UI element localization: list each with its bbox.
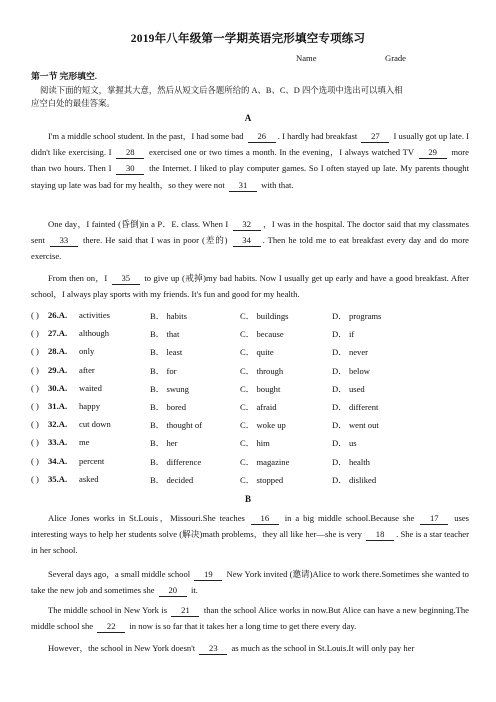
option-b[interactable]: B． that (150, 329, 180, 340)
question-row (31, 346, 471, 359)
option-d[interactable]: D． if (332, 329, 355, 340)
instructions-cont (31, 97, 471, 110)
option-d[interactable]: D． never (332, 347, 369, 358)
passage-b-paragraph-4 (31, 640, 469, 656)
text-run: One day，I fainted (昏倒)in a P．E. class. When I (48, 219, 229, 229)
question-row (31, 456, 471, 469)
blank-18[interactable]: 18 (366, 529, 394, 541)
passage-a-paragraph-3 (31, 270, 469, 302)
text-run: in a big middle school.Because she (284, 513, 415, 523)
option-a[interactable]: happy (79, 401, 101, 411)
option-a[interactable]: waited (79, 382, 102, 393)
option-c[interactable]: C． because (240, 329, 284, 340)
text-run: uses interesting ways to help her students solve (解决)math problems，they all like her—she is very (31, 513, 469, 540)
name-field-label: Name (296, 53, 317, 63)
blank-32[interactable]: 32 (233, 219, 261, 231)
blank-27[interactable]: 27 (361, 131, 389, 143)
text-run: to give up (戒掉)my bad habits. Now I usually get up early and have a good breakfast. After school，I always play sports with my friends. It's fun and good for my health. (31, 273, 469, 300)
option-d[interactable]: D． used (332, 383, 365, 394)
text-run: ，I was in the hospital. The doctor said that my classmates sent (31, 219, 469, 246)
answer-bracket[interactable]: ( ) (31, 328, 39, 339)
answer-bracket[interactable]: ( ) (31, 310, 39, 320)
text-run: exercised one or two times a month. In the evening，I always watched TV (148, 147, 414, 158)
question-number: 31.A. (48, 401, 68, 411)
passage-b-label: B (244, 494, 251, 504)
option-a[interactable]: asked (79, 473, 99, 484)
passage-b-paragraph-1 (31, 510, 469, 559)
question-row (31, 328, 471, 341)
option-b[interactable]: B． thought of (150, 420, 203, 431)
blank-28[interactable]: 28 (116, 147, 144, 159)
question-row (31, 310, 471, 323)
answer-bracket[interactable]: ( ) (31, 455, 39, 466)
text-run: I usually got up late. I didn't like exercising. I (31, 131, 469, 158)
option-d[interactable]: D． went out (332, 420, 379, 431)
question-row (31, 365, 471, 378)
answer-bracket[interactable]: ( ) (31, 419, 39, 430)
passage-b-paragraph-2 (31, 566, 469, 598)
option-c[interactable]: C． magazine (240, 456, 290, 467)
option-c[interactable]: C． woke up (240, 420, 286, 431)
blank-26[interactable]: 26 (248, 131, 276, 143)
answer-bracket[interactable]: ( ) (31, 401, 39, 411)
text-run: the Internet. I liked to play computer games. So I often stayed up late. My parents thought staying up late was bad for my health，so they were not (31, 163, 469, 190)
text-run: . She is a star teacher in her school. (31, 529, 469, 556)
option-a[interactable]: cut down (79, 419, 111, 430)
option-d[interactable]: D． health (332, 456, 370, 467)
blank-20[interactable]: 20 (159, 585, 187, 597)
question-number: 28.A. (48, 346, 68, 357)
worksheet-title: 2019年八年级第一学期英语完形填空专项练习 (130, 33, 366, 45)
text-run: Several days ago，a small middle school (48, 569, 191, 579)
blank-21[interactable]: 21 (171, 605, 199, 617)
passage-a-label: A (244, 113, 252, 123)
blank-23[interactable]: 23 (199, 643, 227, 655)
answer-bracket[interactable]: ( ) (31, 437, 39, 448)
option-c[interactable]: C． stopped (240, 474, 284, 485)
text-run: with that. (261, 179, 294, 190)
option-b[interactable]: B． habits (150, 311, 188, 321)
question-number: 34.A. (48, 455, 68, 466)
option-c[interactable]: C． quite (240, 347, 274, 358)
blank-30[interactable]: 30 (116, 163, 144, 175)
text-run: From then on，I (48, 273, 108, 283)
text-run: there. He said that I was in poor (差的) (82, 235, 228, 246)
option-a[interactable]: although (79, 328, 110, 339)
question-row (31, 437, 471, 450)
text-run: Alice Jones works in St.Louis，Missouri.She teaches (48, 513, 245, 523)
option-a[interactable]: percent (79, 455, 105, 466)
option-a[interactable]: after (79, 364, 95, 375)
blank-19[interactable]: 19 (194, 569, 222, 581)
question-number: 30.A. (48, 382, 68, 393)
blank-33[interactable]: 33 (50, 235, 78, 247)
section-heading: 第一节 完形填空. (31, 71, 97, 81)
option-b[interactable]: B． swung (150, 383, 189, 394)
option-a[interactable]: me (79, 437, 90, 448)
text-run: . I hardly had breakfast (277, 131, 358, 141)
passage-b-paragraph-3 (31, 602, 469, 634)
blank-29[interactable]: 29 (419, 147, 447, 159)
blank-22[interactable]: 22 (97, 621, 125, 633)
option-b[interactable]: B． difference (150, 456, 202, 467)
option-b[interactable]: B． for (150, 365, 177, 376)
answer-bracket[interactable]: ( ) (31, 473, 39, 484)
option-d[interactable]: D． below (332, 365, 370, 376)
passage-a-paragraph-2 (31, 216, 469, 265)
option-d[interactable]: D． us (332, 438, 357, 449)
text-run: than the school Alice works in now.But Alice can have a new beginning.The middle school she (31, 605, 469, 632)
blank-17[interactable]: 17 (420, 513, 448, 525)
text-run: it. (190, 585, 198, 596)
question-number: 33.A. (48, 437, 68, 448)
question-row (31, 419, 471, 432)
text-run: . Then he told me to eat breakfast every day and do more exercise. (31, 235, 470, 262)
option-d[interactable]: D． disliked (332, 474, 377, 485)
option-b[interactable]: B． bored (150, 402, 187, 412)
blank-34[interactable]: 34 (233, 235, 261, 247)
option-c[interactable]: C． through (240, 365, 284, 376)
option-b[interactable]: B． her (150, 438, 178, 449)
instructions (31, 84, 471, 97)
instructions-line-2: 应空白处的最佳答案。 (31, 99, 115, 108)
text-run: I'm a middle school student. In the past，I had some bad (48, 131, 244, 141)
question-row (31, 474, 471, 487)
option-a[interactable]: only (79, 346, 95, 357)
question-row (31, 401, 471, 414)
blank-35[interactable]: 35 (112, 273, 140, 285)
option-a[interactable]: activities (79, 310, 111, 320)
text-run: However，the school in New York doesn't (48, 643, 196, 653)
text-run: as much as the school in St.Louis.It will only pay her (231, 643, 415, 653)
blank-16[interactable]: 16 (251, 513, 279, 525)
question-number: 27.A. (48, 328, 68, 339)
question-number: 32.A. (48, 419, 68, 430)
blank-31[interactable]: 31 (229, 180, 257, 192)
answer-bracket[interactable]: ( ) (31, 346, 39, 357)
text-run: The middle school in New York is (48, 605, 168, 615)
question-row (31, 383, 471, 396)
text-run: New York invited (邀请)Alice to work there.Sometimes she wanted to take the new job and sometimes she (31, 569, 469, 596)
option-c[interactable]: C． buildings (240, 311, 289, 321)
answer-bracket[interactable]: ( ) (31, 382, 39, 393)
option-c[interactable]: C． afraid (240, 402, 277, 412)
option-c[interactable]: C． him (240, 438, 270, 449)
option-d[interactable]: D． programs (332, 311, 382, 321)
option-b[interactable]: B． decided (150, 474, 194, 485)
question-number: 35.A. (48, 473, 68, 484)
answer-bracket[interactable]: ( ) (31, 364, 39, 375)
question-number: 26.A. (48, 310, 68, 320)
text-run: more than two hours. Then I (31, 147, 469, 174)
text-run: in now is so far that it takes her a long time to get there every day. (129, 621, 357, 632)
question-number: 29.A. (48, 364, 68, 375)
option-d[interactable]: D． different (332, 402, 379, 412)
passage-a-paragraph-1 (31, 128, 469, 193)
option-c[interactable]: C． bought (240, 383, 281, 394)
option-b[interactable]: B． least (150, 347, 183, 358)
grade-field-label: Grade (385, 53, 406, 63)
instructions-line-1: 阅读下面的短文，掌握其大意，然后从短文后各题所给的 A、B、C、D 四个选项中选出可以填入相 (40, 86, 403, 95)
